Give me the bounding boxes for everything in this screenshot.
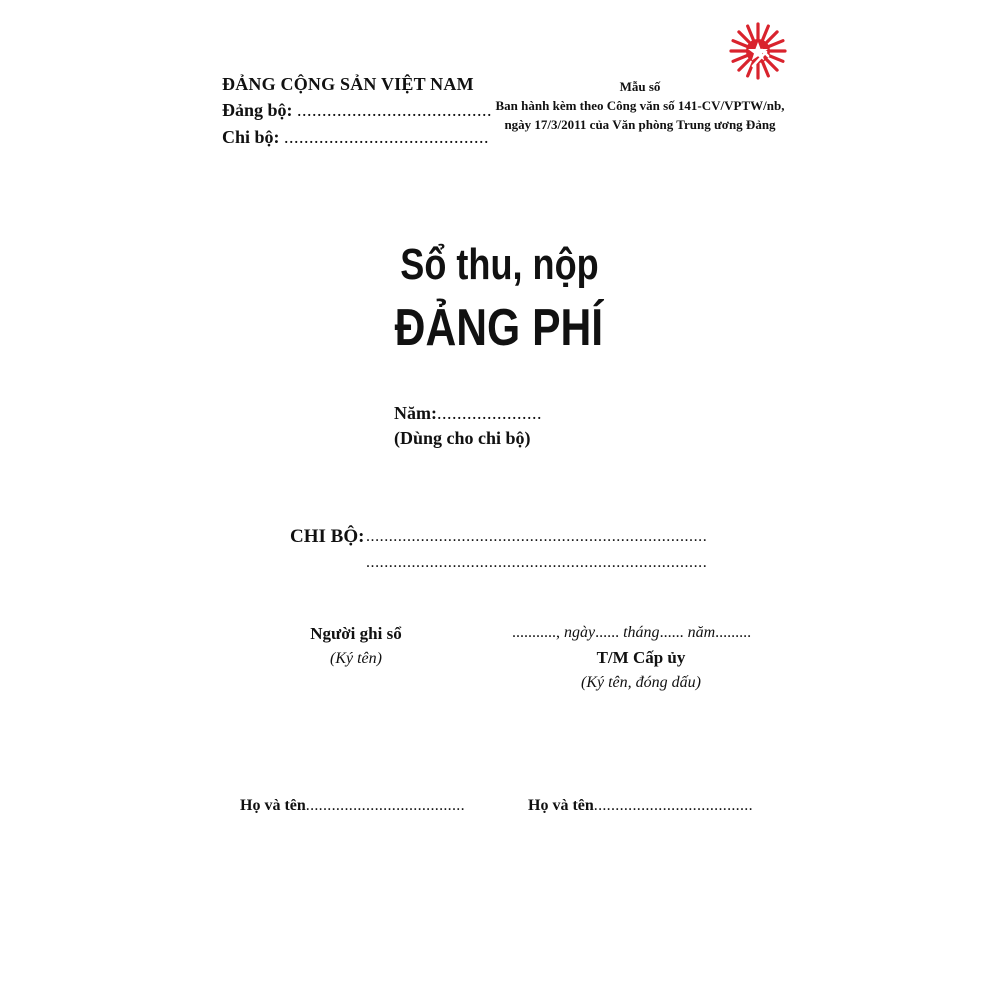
party-star-emblem-icon: [728, 22, 788, 80]
emblem-ray: [768, 41, 783, 47]
party-name: ĐẢNG CỘNG SẢN VIỆT NAM: [222, 74, 474, 94]
chi-bo-fill-line-2: ...........................................................................: [366, 554, 708, 571]
emblem-ray: [748, 61, 754, 76]
month-fill: ......: [659, 624, 684, 641]
dang-bo-line: [222, 100, 492, 121]
month-label: tháng: [623, 624, 660, 641]
emblem-ray: [766, 32, 777, 43]
emblem-ray: [762, 26, 768, 41]
emblem-ray: [762, 61, 768, 76]
emblem-ray: [733, 41, 748, 47]
chi-bo-fill-line: .........................................: [284, 127, 490, 147]
usage-note: (Dùng cho chi bộ): [394, 428, 531, 448]
committee-name-fill: .....................................: [593, 797, 753, 814]
emblem-ray: [748, 26, 754, 41]
committee-name-label: Họ và tên: [528, 797, 594, 814]
emblem-ray: [739, 32, 750, 43]
year-line: [394, 403, 542, 424]
recorder-sign-note: (Ký tên): [330, 650, 382, 667]
form-number: Mẫu số: [619, 79, 661, 94]
committee-sign-note: (Ký tên, đóng dấu): [581, 674, 701, 691]
emblem-ray: [766, 59, 777, 70]
day-fill: ......: [595, 624, 620, 641]
date-year-label: năm: [687, 624, 716, 641]
date-line: [512, 624, 751, 642]
dang-bo-label: Đảng bộ:: [222, 100, 293, 120]
recorder-title: Người ghi sổ: [310, 624, 402, 643]
recorder-name-label: Họ và tên: [240, 797, 306, 814]
recorder-name-fill: .....................................: [305, 797, 465, 814]
year-label: Năm:: [394, 403, 437, 423]
day-label: ngày: [564, 624, 596, 641]
recorder-name-line: [240, 797, 465, 815]
emblem-ray: [739, 59, 750, 70]
chi-bo-line: [222, 127, 489, 148]
committee-name-line: [528, 797, 753, 815]
place-fill: ...........,: [512, 624, 560, 641]
year-fill-line: .....................: [437, 403, 542, 423]
book-title-line1: Sổ thu, nộp: [400, 240, 599, 289]
emblem-ray: [733, 55, 748, 61]
dang-bo-fill-line: .......................................: [297, 100, 493, 120]
form-info-block: [490, 77, 790, 134]
chi-bo-section-label: CHI BỘ:: [290, 526, 365, 547]
date-year-fill: .........: [715, 624, 752, 641]
form-date-line: ngày 17/3/2011 của Văn phòng Trung ương Đảng: [504, 117, 776, 132]
form-issued-line: Ban hành kèm theo Công văn số 141-CV/VPTW/nb,: [495, 98, 785, 113]
emblem-ray: [768, 55, 783, 61]
committee-title: T/M Cấp ủy: [596, 648, 686, 667]
chi-bo-fill-line-1: ...........................................................................: [366, 528, 708, 545]
chi-bo-label: Chi bộ:: [222, 127, 280, 147]
book-title-line2: ĐẢNG PHÍ: [394, 299, 604, 357]
